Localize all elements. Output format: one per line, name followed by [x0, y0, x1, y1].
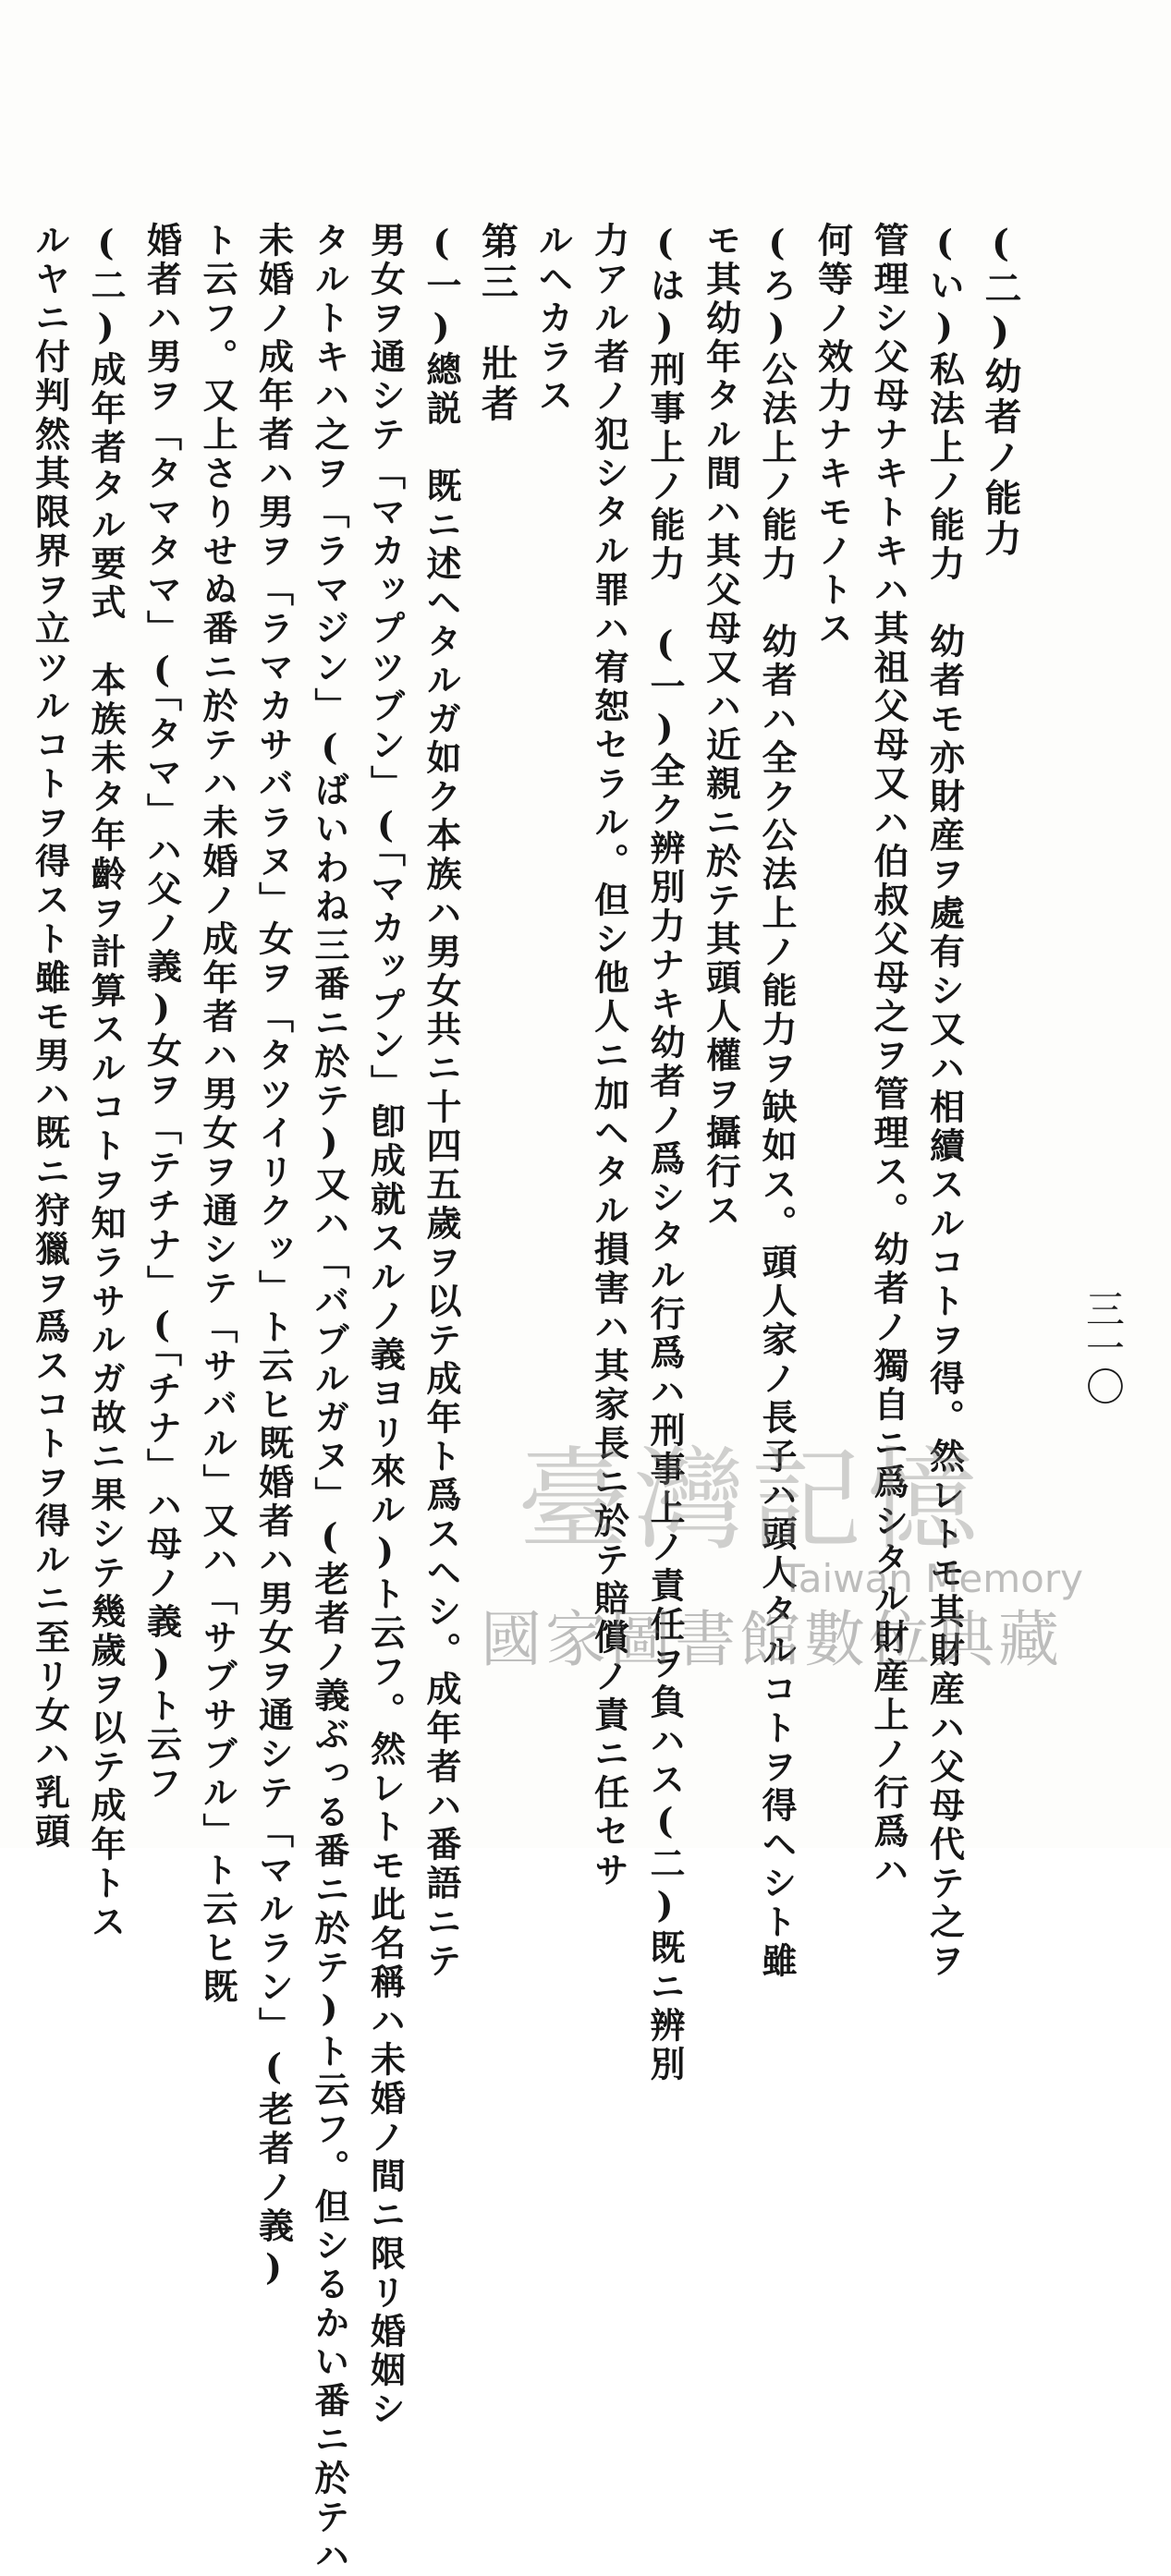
text-line: (二)成年者タル要式 本族未タ年齡ヲ計算スルコトヲ知ラサルガ故ニ果シテ幾歲ヲ以テ成年トス	[85, 222, 127, 1942]
text-line: タルトキハ之ヲ「ラマジン」(ばいわね三番ニ於テ)又ハ「バブルガヌ」(老者ノ義ぶっる番ニ於テ)ト云フ。但シるかい番ニ於テハ	[309, 222, 350, 2576]
text-line: ルヘカラス	[532, 222, 574, 416]
text-line: 男女ヲ通シテ「マカップツブン」(「マカップン」卽成就スルノ義ヨリ來ル)ト云フ。然レトモ此名稱ハ未婚ノ間ニ限リ婚姻シ	[364, 222, 407, 2429]
text-line: (は)刑事上ノ能力 (一)全ク辨別力ナキ幼者ノ爲シタル行爲ハ刑事上ノ責任ヲ負ハス(二)既ニ辨別	[644, 222, 686, 2084]
text-line: ト云フ。又上さりせぬ番ニ於テハ未婚ノ成年者ハ男女ヲ通シテ「サバル」又ハ「サブサブル」ト云ヒ既	[197, 222, 238, 2007]
page-number: 三一〇	[1080, 1289, 1126, 1405]
text-line: (い)私法上ノ能力 幼者モ亦財産ヲ處有シ又ハ相續スルコトヲ得。然レトモ其財産ハ父母代テ之ヲ	[923, 222, 966, 1981]
text-line: 力アル者ノ犯シタル罪ハ宥恕セラル。但シ他人ニ加ヘタル損害ハ其家長ニ於テ賠償ノ責ニ任セサ	[588, 222, 630, 1890]
watermark-script: 臺灣記憶	[518, 1437, 983, 1565]
text-line: (二)幼者ノ能力	[979, 222, 1022, 560]
text-line: モ其幼年タル間ハ其父母又ハ近親ニ於テ其頭人權ヲ攝行ス	[700, 222, 742, 1231]
text-line: (一)總説 既ニ述ヘタルガ如ク本族ハ男女共ニ十四五歲ヲ以テ成年ト爲スヘシ。成年者ハ番語ニテ	[421, 222, 462, 1981]
text-line: 何等ノ效力ナキモノトス	[811, 222, 854, 649]
section-heading: 第三 壯者	[475, 222, 519, 425]
watermark-english: Taiwan Memory	[781, 1556, 1083, 1601]
watermark-org: 國家圖書館數位典藏	[481, 1604, 1063, 1675]
text-line: ルヤニ付判然其限界ヲ立ツルコトヲ得スト雖モ男ハ既ニ狩獵ヲ爲スコトヲ得ルニ至リ女ハ乳頭	[29, 222, 71, 1852]
text-line: 婚者ハ男ヲ「タマタマ」(「タマ」ハ父ノ義)女ヲ「テチナ」(「チナ」ハ母ノ義)ト云フ	[140, 222, 183, 1804]
text-line: 管理シ父母ナキトキハ其祖父母又ハ伯叔父母之ヲ管理ス。幼者ノ獨自ニ爲シタル財産上ノ行爲ハ	[868, 222, 909, 1890]
text-line: (ろ)公法上ノ能力 幼者ハ全ク公法上ノ能力ヲ缺如ス。頭人家ノ長子ハ頭人タルコトヲ得ヘシト雖	[756, 222, 798, 1981]
text-line: 未婚ノ成年者ハ男ヲ「ラマカサバラヌ」女ヲ「タツイリクッ」ト云ヒ既婚者ハ男女ヲ通シテ「マルラン」(老者ノ義)	[252, 222, 295, 2291]
